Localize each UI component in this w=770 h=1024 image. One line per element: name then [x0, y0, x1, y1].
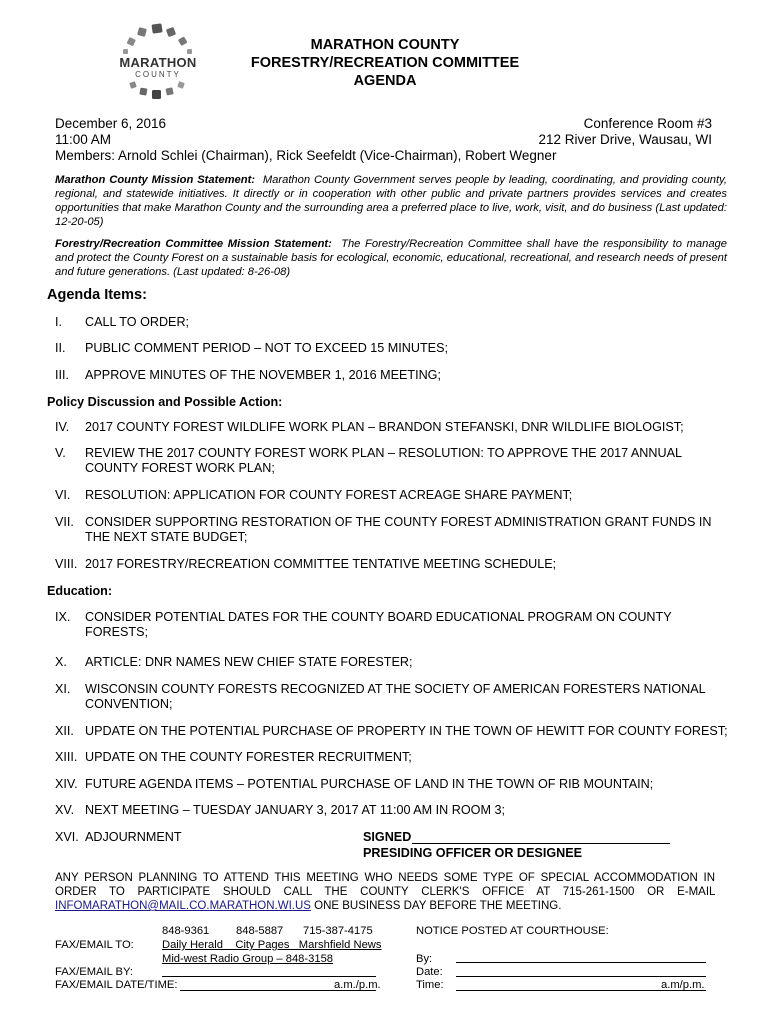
notice-suffix: ONE BUSINESS DAY BEFORE THE MEETING. [310, 900, 562, 912]
posted-ampm: a.m/p.m. [661, 979, 705, 991]
item-text: 2017 COUNTY FOREST WILDLIFE WORK PLAN – BRANDON STEFANSKI, DNR WILDLIFE BIOLOGIST; [85, 420, 684, 434]
item-number: XIII. [55, 750, 78, 764]
fax-by-label: FAX/EMAIL BY: [55, 966, 133, 978]
signature-line[interactable] [412, 843, 670, 844]
item-text: WISCONSIN COUNTY FORESTS RECOGNIZED AT THE SOCIETY OF AMERICAN FORESTERS NATIONAL CONVENTION; [85, 682, 706, 711]
meeting-room: Conference Room #3 [583, 116, 712, 131]
item-text: CONSIDER POTENTIAL DATES FOR THE COUNTY BOARD EDUCATIONAL PROGRAM ON COUNTY FORESTS; [85, 610, 672, 639]
meeting-members: Members: Arnold Schlei (Chairman), Rick Seefeldt (Vice-Chairman), Robert Wegner [55, 148, 557, 163]
meeting-date: December 6, 2016 [55, 116, 167, 131]
item-text: ARTICLE: DNR NAMES NEW CHIEF STATE FORESTER; [85, 655, 413, 669]
item-text: CONSIDER SUPPORTING RESTORATION OF THE COUNTY FOREST ADMINISTRATION GRANT FUNDS IN THE NEXT STATE BUDGET; [85, 515, 712, 544]
item-number: XVI. [55, 830, 79, 844]
fax-recipients-2: Mid-west Radio Group – 848-3158 [162, 953, 334, 965]
fax-to-label: FAX/EMAIL TO: [55, 939, 134, 951]
item-number: I. [55, 315, 62, 329]
meeting-time: 11:00 AM [55, 132, 112, 147]
posted-date-line[interactable] [456, 976, 706, 977]
item-number: IV. [55, 420, 70, 434]
section-policy: Policy Discussion and Possible Action: [47, 395, 283, 409]
item-number: XIV. [55, 777, 78, 791]
meeting-address: 212 River Drive, Wausau, WI [538, 132, 712, 147]
posted-label: NOTICE POSTED AT COURTHOUSE: [416, 925, 609, 937]
logo-text-bottom: COUNTY [135, 70, 181, 79]
item-text: CALL TO ORDER; [85, 315, 190, 329]
county-mission-statement [55, 173, 727, 229]
signed-subtitle: PRESIDING OFFICER OR DESIGNEE [363, 846, 583, 860]
item-number: IX. [55, 610, 71, 624]
item-number: VIII. [55, 557, 78, 571]
item-text: NEXT MEETING – TUESDAY JANUARY 3, 2017 AT 11:00 AM IN ROOM 3; [85, 803, 505, 817]
fax-phone-2: 848-5887 [236, 925, 284, 937]
posted-by-label: By: [416, 953, 433, 965]
item-number: II. [55, 341, 66, 355]
header-county: MARATHON COUNTY [310, 37, 460, 53]
item-number: XV. [55, 803, 75, 817]
county-mission-text: Marathon County Government serves people by leading, coordinating, and providing county, regional, and statewide initiatives. It directly or in cooperation with other public and private partners provides services and creates opportunities that make Marathon County and the surrounding area a preferred place to live, work, visit, and do business (Last updated: 12-20-05) [55, 174, 727, 228]
county-mission-label: Marathon County Mission Statement: [55, 174, 256, 186]
header-committee: FORESTRY/RECREATION COMMITTEE [250, 55, 520, 71]
committee-mission-label: Forestry/Recreation Committee Mission Statement: [55, 238, 332, 250]
signed-label: SIGNED [363, 830, 412, 844]
accommodation-notice [55, 871, 715, 913]
item-text: ADJOURNMENT [85, 830, 182, 844]
item-text: UPDATE ON THE POTENTIAL PURCHASE OF PROPERTY IN THE TOWN OF HEWITT FOR COUNTY FOREST; [85, 724, 728, 738]
county-logo [118, 20, 198, 102]
notice-text: ANY PERSON PLANNING TO ATTEND THIS MEETING WHO NEEDS SOME TYPE OF SPECIAL ACCOMMODATION IN ORDER TO PARTICIPATE SHOULD CALL THE COUNTY CLERK'S OFFICE AT 715-261-1500 OR E-MAIL [55, 872, 715, 898]
committee-mission-statement [55, 237, 727, 279]
committee-mission-text: The Forestry/Recreation Committee shall have the responsibility to manage and protect the County Forest on a sustainable basis for ecological, economic, educational, recreational, and research needs of present and future generations. (Last updated: 8-26-08) [55, 238, 727, 278]
fax-datetime-label: FAX/EMAIL DATE/TIME: [55, 979, 178, 991]
item-text: RESOLUTION: APPLICATION FOR COUNTY FOREST ACREAGE SHARE PAYMENT; [85, 488, 573, 502]
posted-by-line[interactable] [456, 962, 706, 963]
fax-phone-3: 715-387-4175 [303, 925, 373, 937]
item-number: X. [55, 655, 67, 669]
item-text: UPDATE ON THE COUNTY FORESTER RECRUITMENT; [85, 750, 412, 764]
item-number: VI. [55, 488, 71, 502]
item-number: VII. [55, 515, 74, 529]
item-number: III. [55, 368, 69, 382]
item-text: REVIEW THE 2017 COUNTY FOREST WORK PLAN – RESOLUTION: TO APPROVE THE 2017 ANNUAL COUNTY FOREST WORK PLAN; [85, 446, 682, 475]
header-agenda: AGENDA [353, 73, 417, 89]
item-text: 2017 FORESTRY/RECREATION COMMITTEE TENTATIVE MEETING SCHEDULE; [85, 557, 557, 571]
section-education: Education: [47, 584, 113, 598]
logo-text-top: MARATHON [119, 55, 197, 70]
notice-email-link[interactable]: INFOMARATHON@MAIL.CO.MARATHON.WI.US [55, 900, 311, 912]
item-text: FUTURE AGENDA ITEMS – POTENTIAL PURCHASE OF LAND IN THE TOWN OF RIB MOUNTAIN; [85, 777, 654, 791]
item-number: XII. [55, 724, 74, 738]
fax-recipients-1: Daily Herald City Pages Marshfield News [162, 939, 382, 951]
posted-time-label: Time: [416, 979, 444, 991]
item-number: V. [55, 446, 66, 460]
item-number: XI. [55, 682, 71, 696]
posted-date-label: Date: [416, 966, 443, 978]
agenda-heading: Agenda Items: [47, 287, 147, 303]
fax-by-line[interactable] [162, 976, 376, 977]
item-text: APPROVE MINUTES OF THE NOVEMBER 1, 2016 MEETING; [85, 368, 441, 382]
item-text: PUBLIC COMMENT PERIOD – NOT TO EXCEED 15 MINUTES; [85, 341, 448, 355]
fax-phone-1: 848-9361 [162, 925, 210, 937]
fax-ampm: a.m./p.m. [334, 979, 381, 991]
